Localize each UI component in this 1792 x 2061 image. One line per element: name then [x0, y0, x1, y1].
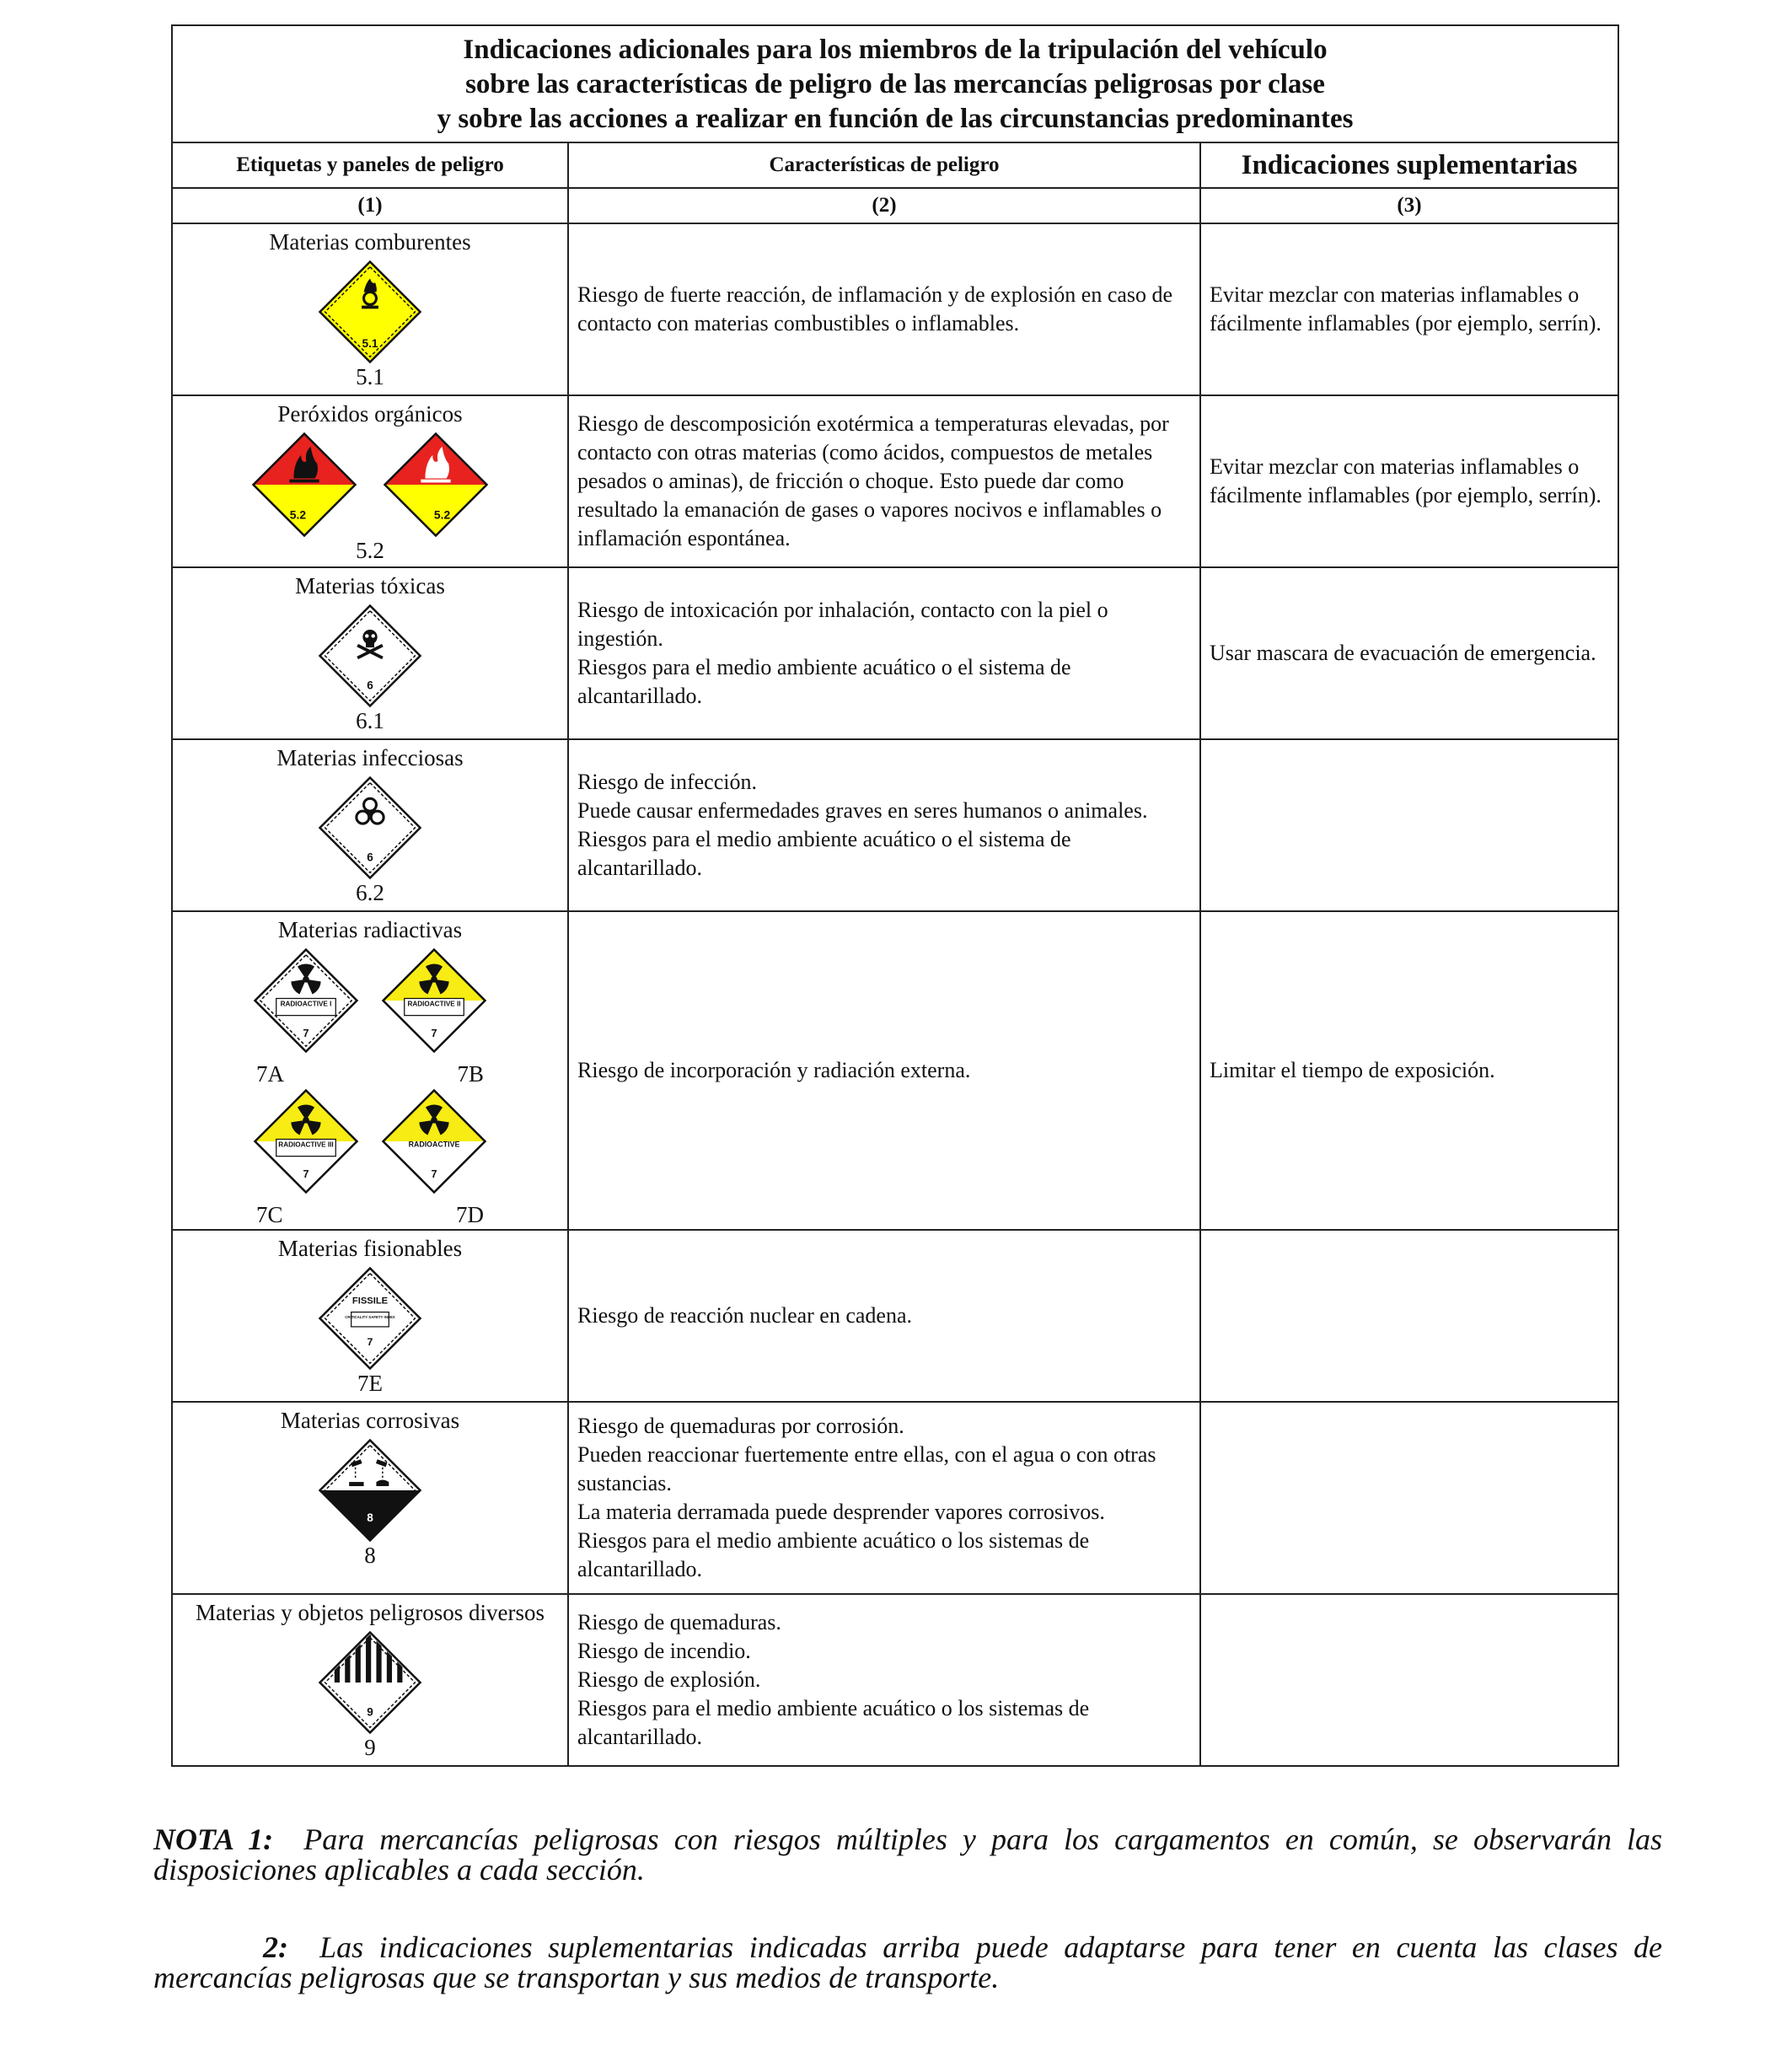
table-row: [172, 911, 1618, 1230]
hazard-instructions-table: [171, 24, 1619, 1767]
hazard-text: Riesgos para el medio ambiente acuático o los sistemas de alcantarillado.: [577, 1528, 1090, 1581]
radioactive-plain-label-icon: [381, 1088, 487, 1194]
class-name: Materias comburentes: [269, 229, 471, 255]
class-code: 5.2: [356, 538, 384, 563]
header-labels: Etiquetas y paneles de peligro: [172, 142, 568, 188]
supplementary-text: Evitar mezclar con materias inflamables o fácilmente inflamables (por ejemplo, serrín).: [1210, 454, 1602, 507]
hazard-text: Riesgos para el medio ambiente acuático o los sistemas de alcantarillado.: [577, 1696, 1090, 1749]
class-name: Materias infecciosas: [276, 745, 464, 770]
supplementary-cell: [1200, 223, 1618, 395]
class-name: Materias radiactivas: [277, 917, 463, 942]
hazard-text: Pueden reaccionar fuertemente entre ellas, con el agua o con otras sustancias.: [577, 1442, 1156, 1495]
hazard-cell: [568, 1402, 1200, 1594]
hazard-text: Riesgo de fuerte reacción, de inflamación y de explosión en caso de contacto con materias combustibles o inflamables.: [577, 282, 1173, 335]
class-code: 7E: [357, 1371, 383, 1396]
header-num-3: (3): [1200, 188, 1618, 223]
radioactive-ii-label-icon: [381, 947, 487, 1054]
sign-text: RADIOACTIVE I: [280, 1000, 332, 1008]
hazard-text: Riesgo de descomposición exotérmica a temperaturas elevadas, por contacto con otras materias (como ácidos, compuestos de metales pesados o aminas), de fricción o choque. Esto puede dar como resultado la emanación de gases o vapores nocivos e inflamables o inflamación espontánea.: [577, 411, 1169, 550]
sign-text: 9: [367, 1705, 373, 1719]
organic-peroxide-black-flame-icon: [251, 432, 357, 538]
sign-text: 5.2: [433, 507, 451, 522]
sign-text: 6: [367, 679, 373, 692]
hazard-text: Riesgo de quemaduras por corrosión.: [577, 1414, 904, 1438]
supplementary-cell: [1200, 739, 1618, 911]
radioactive-i-label-icon: [253, 947, 359, 1054]
radioactive-iii-label-icon: [253, 1088, 359, 1194]
sign-text: 7: [367, 1336, 373, 1349]
hazard-text: La materia derramada puede desprender vapores corrosivos.: [577, 1500, 1105, 1524]
label-cell: [172, 1402, 568, 1594]
class-code: 7C: [256, 1202, 283, 1227]
sign-text: CRITICALITY SAFETY INDEX: [345, 1315, 395, 1319]
oxidizer-label-icon: [318, 260, 422, 364]
title-line: y sobre las acciones a realizar en función de las circunstancias predominantes: [437, 104, 1354, 134]
class-name: Materias y objetos peligrosos diversos: [196, 1600, 545, 1625]
hazard-cell: [568, 1230, 1200, 1402]
class-code: 5.1: [356, 364, 384, 389]
note-1: [153, 1824, 1662, 1885]
supplementary-cell: [1200, 1402, 1618, 1594]
hazard-cell: [568, 1594, 1200, 1766]
class-name: Materias corrosivas: [280, 1408, 460, 1433]
hazard-text: Riesgos para el medio ambiente acuático o el sistema de alcantarillado.: [577, 655, 1071, 708]
table-row: [172, 395, 1618, 567]
sign-text: RADIOACTIVE: [408, 1140, 460, 1149]
sign-text: 7: [303, 1027, 309, 1039]
corrosive-label-icon: [318, 1438, 422, 1543]
class-code: 8: [364, 1543, 376, 1568]
skull-crossbones-label-icon: [318, 604, 422, 708]
hazard-cell: [568, 395, 1200, 567]
note-2-label: 2:: [263, 1930, 288, 1964]
miscellaneous-stripes-label-icon: [318, 1630, 422, 1735]
class-name: Materias tóxicas: [295, 573, 445, 598]
hazard-cell: [568, 223, 1200, 395]
table-row: [172, 567, 1618, 739]
class-code: 7D: [456, 1202, 484, 1227]
sign-text: 5.2: [289, 507, 307, 522]
hazard-text: Riesgo de incorporación y radiación externa.: [577, 1058, 971, 1082]
supplementary-cell: [1200, 395, 1618, 567]
class-name: Materias fisionables: [277, 1236, 463, 1261]
sign-text: FISSILE: [351, 1296, 389, 1307]
hazard-text: Riesgo de quemaduras.: [577, 1610, 781, 1634]
table-row: [172, 223, 1618, 395]
table-row: [172, 1402, 1618, 1594]
supplementary-text: Evitar mezclar con materias inflamables o fácilmente inflamables (por ejemplo, serrín).: [1210, 282, 1602, 335]
header-hazard: Características de peligro: [568, 142, 1200, 188]
hazard-cell: [568, 739, 1200, 911]
supplementary-cell: [1200, 1594, 1618, 1766]
table-row: [172, 739, 1618, 911]
label-cell: [172, 223, 568, 395]
note-2: [153, 1932, 1662, 1993]
sign-text: RADIOACTIVE II: [407, 1000, 461, 1008]
table-row: [172, 1594, 1618, 1766]
sign-text: 7: [431, 1167, 437, 1180]
hazard-text: Riesgo de incendio.: [577, 1639, 751, 1663]
class-code: 6.1: [356, 708, 384, 733]
header-num-2: (2): [568, 188, 1200, 223]
label-cell: [172, 1230, 568, 1402]
hazard-cell: [568, 567, 1200, 739]
label-cell: [172, 567, 568, 739]
hazard-cell: [568, 911, 1200, 1230]
label-cell: [172, 395, 568, 567]
sign-text: RADIOACTIVE III: [278, 1141, 334, 1149]
fissile-label-icon: [318, 1266, 422, 1371]
label-cell: [172, 739, 568, 911]
table-row: [172, 1230, 1618, 1402]
sign-text: 6: [367, 851, 373, 864]
hazard-text: Riesgos para el medio ambiente acuático o el sistema de alcantarillado.: [577, 827, 1071, 880]
supplementary-cell: [1200, 1230, 1618, 1402]
hazard-text: Riesgo de explosión.: [577, 1667, 761, 1692]
note-2-text: Las indicaciones suplementarias indicadas arriba puede adaptarse para tener en cuenta las clases de mercancías peligrosas que se transportan y sus medios de transporte.: [153, 1930, 1663, 1994]
note-1-text: Para mercancías peligrosas con riesgos múltiples y para los cargamentos en común, se observarán las disposiciones aplicables a cada sección.: [153, 1822, 1663, 1887]
label-cell: [172, 1594, 568, 1766]
sign-text: 8: [367, 1511, 373, 1525]
supplementary-text: Usar mascara de evacuación de emergencia.: [1210, 641, 1596, 665]
supplementary-text: Limitar el tiempo de exposición.: [1210, 1058, 1495, 1082]
note-1-label: NOTA 1:: [153, 1822, 274, 1856]
supplementary-cell: [1200, 911, 1618, 1230]
class-name: Peróxidos orgánicos: [277, 401, 463, 427]
class-code: 6.2: [356, 880, 384, 905]
organic-peroxide-white-flame-icon: [383, 432, 489, 538]
hazard-text: Riesgo de infección.: [577, 770, 757, 794]
supplementary-cell: [1200, 567, 1618, 739]
sign-text: 7: [431, 1027, 437, 1039]
hazard-text: Riesgo de reacción nuclear en cadena.: [577, 1303, 913, 1328]
class-code: 7A: [256, 1061, 284, 1087]
class-code: 7B: [457, 1061, 484, 1087]
sign-text: 5.1: [362, 337, 378, 351]
header-supplementary: Indicaciones suplementarias: [1200, 142, 1618, 188]
title-line: Indicaciones adicionales para los miembros de la tripulación del vehículo: [463, 35, 1328, 65]
label-cell: [172, 911, 568, 1230]
class-code: 9: [364, 1735, 376, 1760]
sign-text: 7: [303, 1167, 309, 1180]
title-line: sobre las características de peligro de las mercancías peligrosas por clase: [465, 69, 1325, 99]
hazard-text: Puede causar enfermedades graves en seres humanos o animales.: [577, 798, 1148, 823]
header-num-1: (1): [172, 188, 568, 223]
table-title: [172, 25, 1618, 142]
biohazard-label-icon: [318, 776, 422, 880]
hazard-text: Riesgo de intoxicación por inhalación, contacto con la piel o ingestión.: [577, 598, 1108, 651]
